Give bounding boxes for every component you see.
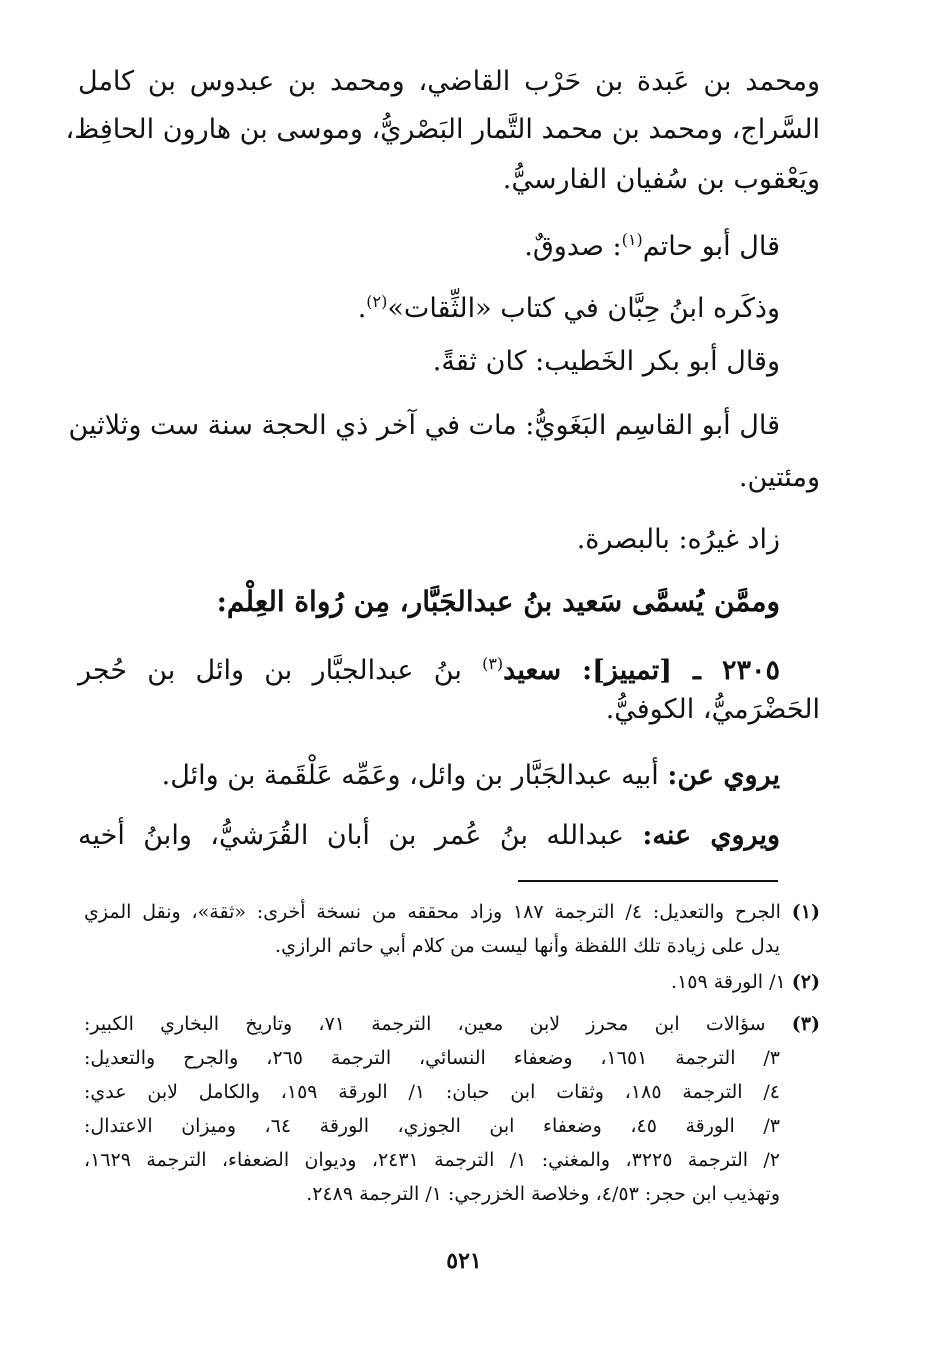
- paragraph-text: وذكَره ابنُ حِبَّان في كتاب «الثِّقات»: [387, 293, 780, 324]
- body-line-3: ويَعْقوب بن سُفيان الفارسيُّ.: [502, 164, 820, 195]
- footnote-3-line-5: ٢/ الترجمة ٣٢٢٥، والمغني: ١/ الترجمة ٢٤٣١، وديوان الضعفاء، الترجمة ١٦٢٩،: [84, 1149, 781, 1171]
- body-line-1: ومحمد بن عَبدة بن حَرْب القاضي، ومحمد بن عبدوس بن كامل: [78, 66, 820, 97]
- footnote-separator: [518, 880, 778, 882]
- footnote-1-number: (١): [791, 901, 820, 923]
- narrates-from-text: أبيه عبدالجَبَّار بن وائل، وعَمِّه عَلْقَمة بن وائل.: [161, 760, 668, 791]
- entry-name-rest: بنُ عبدالجبَّار بن وائل بن حُجر: [78, 655, 483, 686]
- footnote-3-number: (٣): [791, 1013, 820, 1035]
- narrated-by-text: عبدالله بنُ عُمر بن أبان القُرَشيُّ، وابنُ أخيه: [78, 820, 643, 851]
- entry-number-name: ٢٣٠٥ ـ [تمييز]: سعيد: [503, 655, 780, 686]
- paragraph-text: .: [357, 293, 367, 324]
- paragraph-baghawi-line-2: ومئتين.: [738, 462, 820, 493]
- footnote-3-line-1: [84, 1010, 820, 1038]
- footnote-3-line-3: ٤/ الترجمة ١٨٥، وثقات ابن حبان: ١/ الورقة ١٥٩، والكامل لابن عدي:: [84, 1081, 780, 1103]
- footnote-ref-2[interactable]: (٢): [366, 292, 388, 311]
- footnote-3-line-6: وتهذيب ابن حجر: ٤/٥٣، وخلاصة الخزرجي: ١/ الترجمة ٢٤٨٩.: [306, 1183, 780, 1205]
- narrates-from: [162, 756, 780, 796]
- paragraph-ibn-hibban: [358, 282, 780, 329]
- paragraph-text: : صدوقٌ.: [524, 231, 622, 262]
- paragraph-basra: زاد غيرُه: بالبصرة.: [576, 524, 780, 555]
- paragraph-khatib: وقال أبو بكر الخَطيب: كان ثقةً.: [432, 346, 780, 377]
- footnote-2-text: ١/ الورقة ١٥٩.: [671, 971, 786, 993]
- footnote-ref-1[interactable]: (١): [621, 230, 643, 249]
- page-number: ٥٢١: [446, 1248, 482, 1274]
- footnote-2-number: (٢): [791, 971, 820, 993]
- entry-2305-line-1: [78, 644, 780, 691]
- section-heading: وممَّن يُسمَّى سَعيد بنُ عبدالجَبَّار، مِن رُواة العِلْم:: [216, 585, 780, 618]
- body-line-2: السَّراج، ومحمد بن محمد التَّمار البَصْريُّ، وموسى بن هارون الحافِظ،: [65, 114, 820, 145]
- footnote-3-line-4: ٣/ الورقة ٤٥، وضعفاء ابن الجوزي، الورقة ٦٤، وميزان الاعتدال:: [84, 1115, 780, 1137]
- footnote-3-text: سؤالات ابن محرز لابن معين، الترجمة ٧١، وتاريخ البخاري الكبير:: [84, 1013, 766, 1035]
- narrated-by-label: ويروي عنه:: [642, 820, 780, 851]
- footnote-1-line-2: يدل على زيادة تلك اللفظة وأنها ليست من كلام أبي حاتم الرازي.: [275, 935, 780, 957]
- paragraph-abu-hatim: [524, 220, 780, 267]
- footnote-1-text: الجرح والتعديل: ٤/ الترجمة ١٨٧ وزاد محققه من نسخة أخرى: «ثقة»، ونقل المزي: [84, 901, 781, 923]
- entry-2305-line-2: الحَضْرَميُّ، الكوفيُّ.: [605, 694, 820, 725]
- footnote-ref-3[interactable]: (٣): [482, 654, 504, 673]
- paragraph-baghawi-line-1: قال أبو القاسِم البَغَويُّ: مات في آخر ذي الحجة سنة ست وثلاثين: [68, 410, 780, 441]
- narrates-from-label: يروي عن:: [667, 760, 780, 791]
- footnote-3-line-2: ٣/ الترجمة ١٦٥١، وضعفاء النسائي، الترجمة ٢٦٥، والجرح والتعديل:: [84, 1047, 780, 1069]
- narrated-by: [78, 816, 780, 856]
- footnote-1-line-1: [84, 898, 820, 926]
- footnote-2: [671, 968, 820, 996]
- paragraph-text: قال أبو حاتم: [642, 231, 780, 262]
